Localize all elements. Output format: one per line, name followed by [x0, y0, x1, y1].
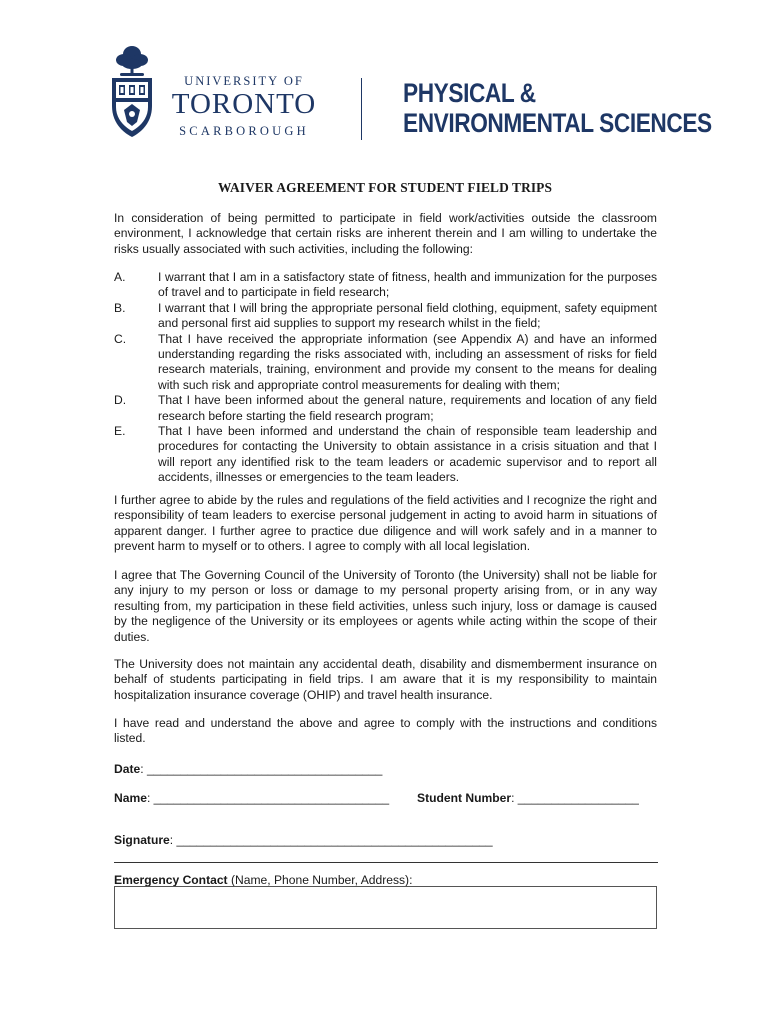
- university-line-1: UNIVERSITY OF: [184, 74, 304, 88]
- list-item: [114, 393, 657, 424]
- list-item-text: That I have received the appropriate information (see Appendix A) and have an informed understanding regarding the risks associated with, including an assessment of risks for field research materials, training, environment and provide my consent to the means for dealing with such risk and appropriate control measurements for dealing with them;: [158, 331, 657, 392]
- emergency-contact-hint: (Name, Phone Number, Address):: [227, 873, 413, 887]
- rules-paragraph: I further agree to abide by the rules and regulations of the field activities and I recognize the right and responsibility of team leaders to exercise personal judgement in acting to avoid harm in situations of apparent danger. I further agree to practice due diligence and will work safely and in a manner to prevent harm to myself or to others. I agree to comply with all local legislation.: [114, 493, 657, 554]
- list-item: [114, 270, 657, 301]
- signature-blank[interactable]: : _______________________________________________: [169, 833, 493, 847]
- list-item: [114, 424, 657, 486]
- list-item-text: I warrant that I will bring the appropriate personal field clothing, equipment, safety equipment and personal first aid supplies to support my research whilst in the field;: [158, 300, 657, 331]
- list-item-letter: B.: [114, 300, 126, 315]
- university-wordmark: [163, 74, 325, 138]
- list-item-letter: D.: [114, 393, 127, 408]
- name-field[interactable]: [114, 791, 389, 806]
- student-number-blank[interactable]: : __________________: [511, 791, 639, 805]
- date-blank[interactable]: : ___________________________________: [140, 762, 383, 776]
- list-item-letter: A.: [114, 270, 126, 284]
- list-item-letter: E.: [114, 424, 126, 439]
- date-label: Date: [114, 762, 141, 776]
- list-item-letter: C.: [114, 331, 127, 346]
- faculty-line-1: PHYSICAL &: [403, 78, 536, 108]
- signature-label: Signature: [114, 833, 170, 847]
- list-item-text: I warrant that I am in a satisfactory state of fitness, health and immunization for the purposes of travel and to participate in field research;: [158, 270, 657, 300]
- university-crest-icon: [108, 44, 156, 140]
- list-item-text: That I have been informed about the general nature, requirements and location of any field research before starting the field research program;: [158, 393, 657, 423]
- emergency-contact-input[interactable]: [114, 886, 657, 929]
- date-field[interactable]: [114, 762, 382, 777]
- conditions-list: [114, 270, 657, 486]
- university-line-2: TORONTO: [171, 88, 317, 120]
- document-title: WAIVER AGREEMENT FOR STUDENT FIELD TRIPS: [217, 180, 552, 195]
- university-line-3: SCARBOROUGH: [179, 124, 309, 138]
- header-divider: [361, 78, 362, 140]
- faculty-wordmark: [403, 78, 712, 138]
- student-number-field[interactable]: [417, 791, 639, 806]
- student-number-label: Student Number: [417, 791, 512, 805]
- emergency-contact-label: Emergency Contact: [114, 873, 228, 887]
- faculty-line-2: ENVIRONMENTAL SCIENCES: [403, 108, 712, 138]
- intro-paragraph: In consideration of being permitted to participate in field work/activities outside the classroom environment, I acknowledge that certain risks are inherent therein and I am willing to undertake the risks usually associated with such activities, including the following:: [114, 211, 657, 256]
- section-divider: [114, 862, 658, 863]
- insurance-paragraph: The University does not maintain any accidental death, disability and dismemberment insurance on behalf of students participating in field trips. I am aware that it is my responsibility to maintain hospitalization insurance coverage (OHIP) and travel health insurance.: [114, 657, 657, 702]
- liability-paragraph: I agree that The Governing Council of the University of Toronto (the University) shall not be liable for any injury to my person or loss or damage to my personal property arising from, or in any way resulting from, my participation in these field activities, unless such injury, loss or damage is caused by the negligence of the University or its employees or agents while acting within the scope of their duties.: [114, 568, 657, 644]
- signature-field[interactable]: [114, 833, 493, 848]
- name-label: Name: [114, 791, 147, 805]
- list-item: [114, 301, 657, 332]
- name-blank[interactable]: : ___________________________________: [146, 791, 390, 805]
- list-item: [114, 332, 657, 394]
- agreement-paragraph: I have read and understand the above and agree to comply with the instructions and conditions listed.: [114, 716, 657, 746]
- list-item-text: That I have been informed and understand the chain of responsible team leadership and procedures for contacting the University to obtain assistance in a crisis situation and that I will report any identified risk to the team leaders or academic supervisor and to report all accidents, illnesses or emergencies to the team leaders.: [158, 424, 657, 485]
